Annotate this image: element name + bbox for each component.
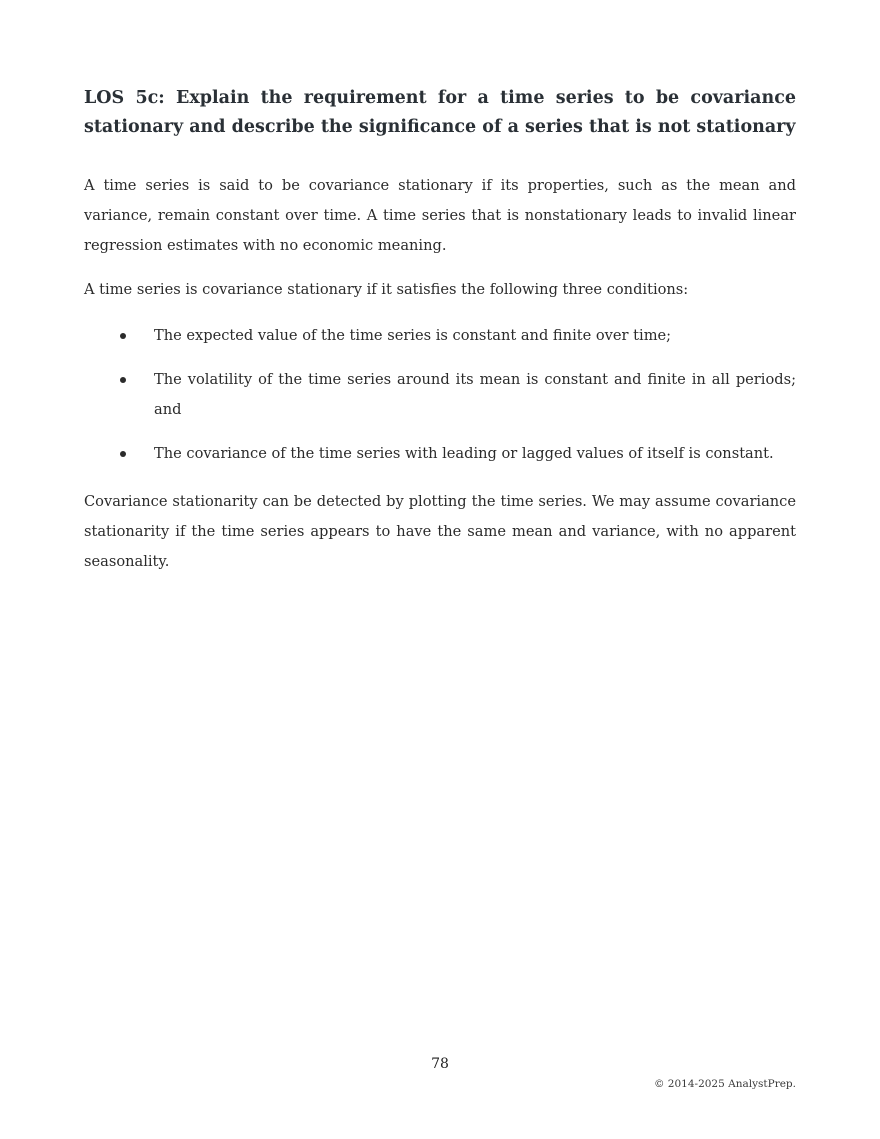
list-item	[84, 365, 796, 425]
condition-text: The expected value of the time series is constant and finite over time;	[154, 327, 672, 344]
condition-text: The covariance of the time series with leading or lagged values of itself is constant.	[154, 445, 774, 462]
list-item	[84, 321, 796, 351]
bullet-icon	[120, 333, 126, 339]
detection-paragraph: Covariance stationarity can be detected by plotting the time series. We may assume covariance stationarity if the time series appears to have the same mean and variance, with no apparent seasonality.	[84, 493, 796, 570]
copyright-notice: © 2014-2025 AnalystPrep.	[653, 1078, 796, 1090]
intro-paragraph: A time series is said to be covariance stationary if its properties, such as the mean and variance, remain constant over time. A time series that is nonstationary leads to invalid linear regression estimates with no economic meaning.	[84, 177, 796, 254]
section-heading: LOS 5c: Explain the requirement for a time series to be covariance stationary and describe the significance of a series that is not stationary	[84, 88, 796, 137]
list-item	[84, 439, 796, 469]
condition-text: The volatility of the time series around its mean is constant and finite in all periods; and	[154, 371, 796, 418]
bullet-icon	[120, 451, 126, 457]
page-content	[84, 84, 796, 577]
conditions-intro-paragraph: A time series is covariance stationary if it satisfies the following three conditions:	[84, 281, 689, 298]
bullet-icon	[120, 377, 126, 383]
page-number: 78	[431, 1056, 449, 1072]
conditions-list	[84, 321, 796, 469]
